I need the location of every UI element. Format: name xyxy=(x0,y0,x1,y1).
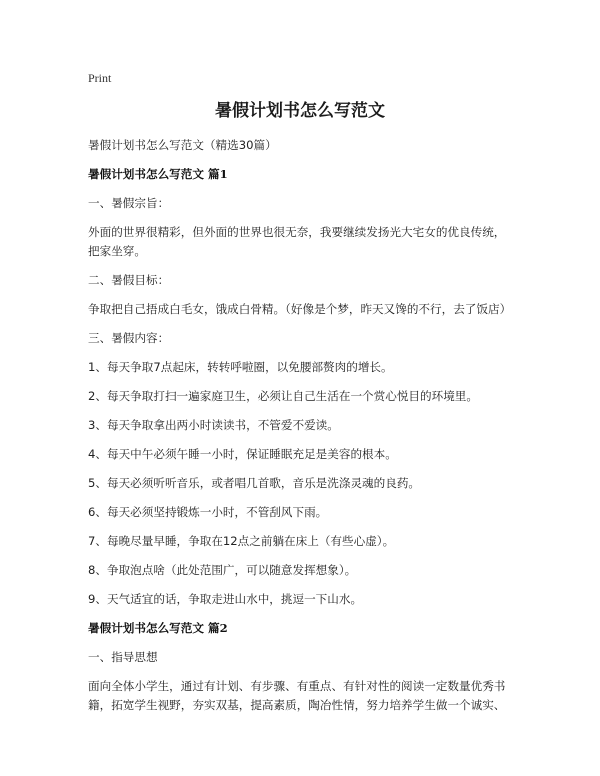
plan-item: 8、争取泡点啥（此处范围广，可以随意发挥想象）。 xyxy=(88,563,357,577)
plan-item: 6、每天必须坚持锻炼一小时，不管刮风下雨。 xyxy=(88,505,328,519)
goal-heading: 二、暑假目标： xyxy=(88,273,170,287)
plan-item: 1、每天争取7点起床，转转呼啦圈，以免腰部赘肉的增长。 xyxy=(88,360,393,374)
document-title: 暑假计划书怎么写范文 xyxy=(215,101,385,121)
purpose-text: 外面的世界很精彩，但外面的世界也很无奈，我要继续发扬光大宅女的优良传统，把家坐穿。 xyxy=(88,225,506,258)
plan-item: 3、每天争取拿出两小时读读书，不管爱不爱读。 xyxy=(88,418,339,432)
plan-item: 5、每天必须听听音乐，或者唱几首歌，音乐是洗涤灵魂的良药。 xyxy=(88,476,421,490)
purpose-heading: 一、暑假宗旨： xyxy=(88,196,170,210)
print-label: Print xyxy=(88,71,112,85)
guide-text: 面向全体小学生，通过有计划、有步骤、有重点、有针对性的阅读一定数量优秀书籍，拓宽学生视野，夯实双基，提高素质，陶冶性情，努力培养学生做一个诚实、 xyxy=(88,679,506,712)
plan-item: 2、每天争取打扫一遍家庭卫生，必须让自己生活在一个赏心悦目的环境里。 xyxy=(88,389,478,403)
section-1-heading: 暑假计划书怎么写范文 篇1 xyxy=(88,167,228,181)
plan-item: 7、每晚尽量早睡，争取在12点之前躺在床上（有些心虚）。 xyxy=(88,534,395,548)
guide-heading: 一、指导思想 xyxy=(88,650,158,664)
plan-item-list xyxy=(88,358,512,609)
document-subtitle: 暑假计划书怎么写范文（精选30篇） xyxy=(88,138,277,152)
content-heading: 三、暑假内容： xyxy=(88,331,170,345)
plan-item: 4、每天中午必须午睡一小时，保证睡眠充足是美容的根本。 xyxy=(88,447,397,461)
goal-text: 争取把自己捂成白毛女，饿成白骨精。（好像是个梦，昨天又馋的不行，去了饭店） xyxy=(88,302,512,316)
section-2-heading: 暑假计划书怎么写范文 篇2 xyxy=(88,621,228,635)
plan-item: 9、天气适宜的话，争取走进山水中，挑逗一下山水。 xyxy=(88,592,363,606)
